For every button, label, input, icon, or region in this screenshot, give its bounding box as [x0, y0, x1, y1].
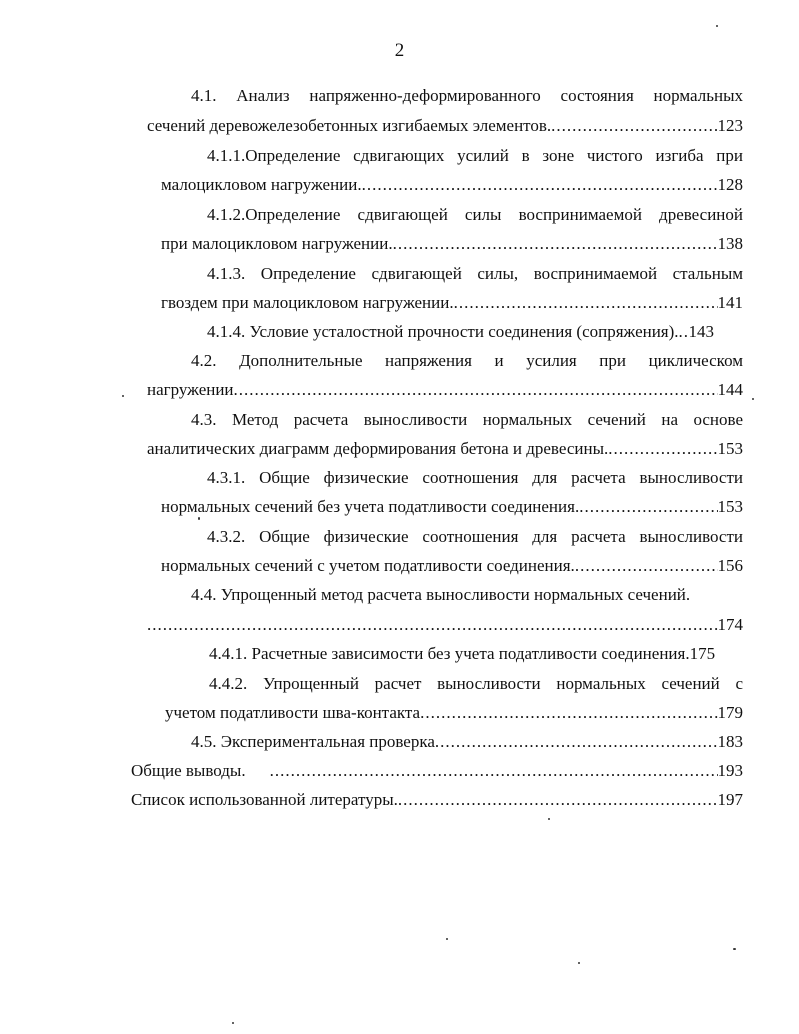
- toc-page-number: 175: [689, 644, 716, 663]
- toc-page-number: 193: [717, 761, 743, 780]
- toc-page-number: 197: [717, 790, 743, 809]
- toc-entry-text: нормальных сечений без учета податливости соединения.: [161, 497, 580, 516]
- scan-speck: [446, 938, 448, 940]
- toc-entry-text: учетом податливости шва-контакта: [165, 703, 421, 722]
- toc-page-number: 183: [717, 732, 743, 751]
- leader-dots: [579, 497, 717, 517]
- leader-dots: [234, 380, 718, 400]
- scan-speck: [122, 395, 124, 397]
- toc-entry-4-4-line1: 4.4. Упрощенный метод расчета выносливости нормальных сечений.: [191, 585, 691, 604]
- toc-page-number: 174: [717, 615, 743, 634]
- scan-speck: [232, 1022, 234, 1024]
- toc-entry-4-4-2-line1: 4.4.2. Упрощенный расчет выносливости нормальных сечений с: [209, 674, 743, 693]
- leader-dots: [454, 293, 718, 313]
- toc-entry-conclusions[interactable]: [131, 761, 743, 781]
- leader-dots: [362, 175, 718, 195]
- toc-entry-4-4-2[interactable]: [165, 703, 743, 723]
- toc-entry-text: нагружении: [147, 380, 234, 399]
- toc-entry-4-5[interactable]: [191, 732, 743, 752]
- toc-page-number: 153: [717, 497, 743, 516]
- toc-page-number: 179: [717, 703, 743, 722]
- toc-entry-4-2[interactable]: [147, 380, 743, 400]
- toc-entry-4-4-1[interactable]: [209, 644, 745, 664]
- toc-entry-text: сечений деревожелезобетонных изгибаемых элементов.: [147, 116, 552, 135]
- leader-dots: [398, 790, 718, 810]
- leader-dots: [679, 322, 689, 342]
- leader-dots: [393, 234, 718, 254]
- toc-page-number: 144: [717, 380, 743, 399]
- toc-entry-4-1-2-line1: 4.1.2.Определение сдвигающей силы воспринимаемой древесиной: [207, 205, 743, 224]
- toc-entry-4-1-line1: 4.1. Анализ напряженно-деформированного состояния нормальных: [191, 86, 743, 105]
- toc-entry-text: 4.1.4. Условие усталостной прочности соединения (сопряжения).: [207, 322, 679, 341]
- scan-speck: [548, 818, 550, 820]
- scan-speck: [578, 962, 580, 964]
- toc-entry-text: аналитических диаграмм деформирования бетона и древесины.: [147, 439, 609, 458]
- toc-entry-4-3-2-line1: 4.3.2. Общие физические соотношения для расчета выносливости: [207, 527, 743, 546]
- toc-entry-4-1-2[interactable]: [161, 234, 743, 254]
- toc-page-number: 138: [717, 234, 743, 253]
- leader-dots: [575, 556, 718, 576]
- page-number: 2: [394, 40, 405, 61]
- toc-entry-text: Общие выводы.: [131, 761, 246, 780]
- toc-entry-text: Список использованной литературы.: [131, 790, 398, 809]
- toc-entry-references[interactable]: [131, 790, 743, 810]
- toc-page-number: 123: [717, 116, 743, 135]
- leader-dots: [551, 116, 717, 136]
- toc-page-number: 141: [717, 293, 743, 312]
- toc-page-number: 128: [717, 175, 743, 194]
- scan-speck: [733, 948, 736, 950]
- toc-entry-text: нормальных сечений с учетом податливости соединения.: [161, 556, 575, 575]
- leader-dots: [147, 615, 718, 635]
- toc-entry-4-3-1-line1: 4.3.1. Общие физические соотношения для расчета выносливости: [207, 468, 743, 487]
- toc-entry-4-1-4[interactable]: [207, 322, 743, 342]
- toc-entry-text: малоцикловом нагружении.: [161, 175, 362, 194]
- toc-entry-4-3-1[interactable]: [161, 497, 743, 517]
- toc-page-number: 143: [688, 322, 715, 341]
- toc-entry-4-1-1[interactable]: [161, 175, 743, 195]
- leader-dots: [420, 703, 717, 723]
- toc-entry-4-3-2[interactable]: [161, 556, 743, 576]
- toc-entry-text: при малоцикловом нагружении.: [161, 234, 393, 253]
- toc-entry-4-3-line1: 4.3. Метод расчета выносливости нормальных сечений на основе: [191, 410, 743, 429]
- toc-entry-4-4[interactable]: [147, 615, 743, 635]
- toc-entry-text: 4.4.1. Расчетные зависимости без учета податливости соединения.: [209, 644, 690, 663]
- toc-entry-text: 4.5. Экспериментальная проверка: [191, 732, 435, 751]
- toc-entry-text: гвоздем при малоцикловом нагружении.: [161, 293, 454, 312]
- toc-entry-4-2-line1: 4.2. Дополнительные напряжения и усилия при циклическом: [191, 351, 743, 370]
- leader-dots: [270, 761, 718, 781]
- toc-entry-4-1-3[interactable]: [161, 293, 743, 313]
- scan-speck: [716, 25, 718, 27]
- toc-entry-4-1-3-line1: 4.1.3. Определение сдвигающей силы, воспринимаемой стальным: [207, 264, 743, 283]
- scan-speck: [198, 517, 200, 520]
- leader-dots: [608, 439, 717, 459]
- toc-entry-4-1[interactable]: [147, 116, 743, 136]
- toc-entry-4-1-1-line1: 4.1.1.Определение сдвигающих усилий в зоне чистого изгиба при: [207, 146, 743, 165]
- scan-speck: [752, 398, 754, 400]
- toc-entry-4-3[interactable]: [147, 439, 743, 459]
- toc-page-number: 156: [717, 556, 743, 575]
- toc-page-number: 153: [717, 439, 743, 458]
- leader-dots: [435, 732, 718, 752]
